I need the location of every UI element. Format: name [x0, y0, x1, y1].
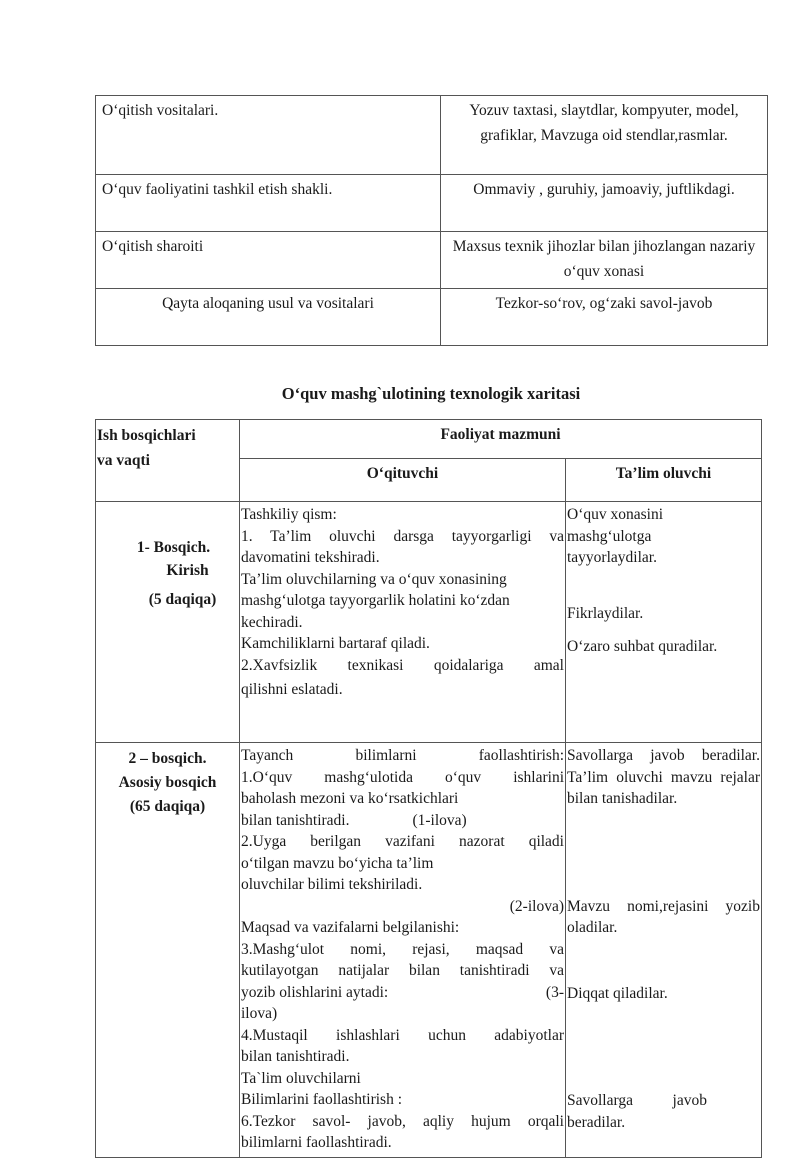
stage-title — [98, 747, 237, 819]
map-title: O‘quv mashg`ulotining texnologik xaritasi — [281, 384, 581, 403]
table-row — [96, 743, 762, 1158]
text-line: baholash mezoni va ko‘rsatkichlari — [241, 790, 459, 807]
stage-header-line: va vaqti — [97, 452, 150, 469]
text-line: 2.Uyga berilgan vazifani nazorat qiladi — [241, 833, 564, 850]
text-line: 3.Mashg‘ulot nomi, rejasi, maqsad va — [241, 940, 564, 958]
info-value: Tezkor-so‘rov, og‘zaki savol-javob — [441, 289, 768, 346]
text-line: 4.Mustaqil ishlashlari uchun adabiyotlar — [241, 1026, 564, 1044]
text-line: davomatini tekshiradi. — [241, 549, 380, 566]
stage-header-line: Ish bosqichlari — [97, 427, 196, 444]
text-line: Savollarga javob beradilar. Ta’lim oluvchi mavzu rejalar bilan tanishadilar. — [567, 747, 760, 807]
text-line: Bilimlarini faollashtirish : — [241, 1091, 403, 1108]
text-line: (2-ilova) — [509, 897, 564, 915]
text-line: Ta`lim oluvchilarni — [241, 1069, 361, 1087]
info-value: Yozuv taxtasi, slaytdlar, kompyuter, model, grafiklar, Mavzuga oid stendlar,rasmlar. — [441, 96, 768, 175]
student-header: Ta’lim oluvchi — [566, 459, 762, 502]
text-line: Maqsad va vazifalarni belgilanishi: — [241, 919, 460, 936]
text-line: ilova) — [241, 1005, 278, 1022]
teacher-header: O‘qituvchi — [240, 459, 566, 502]
text-line: o‘tilgan mavzu bo‘yicha ta’lim — [241, 854, 434, 872]
text-line: bilimlarni faollashtiradi. — [241, 1134, 392, 1151]
stage-header — [96, 420, 240, 502]
text-line: Kamchiliklarni bartaraf qiladi. — [241, 635, 430, 652]
text-line: O‘quv xonasini mashg‘ulotga tayyorlaydilar. — [567, 506, 664, 566]
text-line: Ta’lim oluvchilarning va o‘quv xonasining — [241, 570, 507, 588]
stage-1-cell — [96, 502, 240, 743]
technology-map-table — [95, 419, 762, 1158]
text-line: 2.Xavfsizlik texnikasi qoidalariga amal — [241, 656, 564, 674]
teacher-actions — [240, 743, 566, 1158]
text-line: oluvchilar bilimi tekshiriladi. — [241, 876, 423, 893]
text-line — [241, 810, 564, 832]
stage-time: (5 daqiqa) — [148, 591, 217, 608]
table-row — [96, 289, 768, 346]
text-fragment: yozib olishlarini aytadi: — [241, 983, 389, 1001]
content-header: Faoliyat mazmuni — [240, 420, 762, 459]
info-value: Ommaviy , guruhiy, jamoaviy, juftlikdagi. — [441, 175, 768, 232]
table-row — [96, 502, 762, 743]
teacher-actions — [240, 502, 566, 743]
text-fragment: (1-ilova) — [412, 811, 467, 829]
table-row — [96, 175, 768, 232]
text-line: 1.O‘quv mashg‘ulotida o‘quv ishlarini — [241, 768, 564, 786]
text-line: Mavzu nomi,rejasini yozib oladilar. — [567, 897, 760, 936]
text-line: Tashkiliy qism: — [241, 506, 337, 523]
stage-2-cell — [96, 743, 240, 1158]
text-fragment: bilan tanishtiradi. — [241, 811, 350, 829]
text-line: 6.Tezkor savol- javob, aqliy hujum orqali — [241, 1112, 564, 1130]
table-row — [96, 232, 768, 289]
text-line: Tayanch bilimlarni faollashtirish: — [241, 747, 564, 764]
text-line: Diqqat qiladilar. — [567, 984, 668, 1002]
text-line: 1. Ta’lim oluvchi darsga tayyorgarligi va — [241, 527, 564, 545]
info-label: Qayta aloqaning usul va vositalari — [96, 289, 441, 346]
stage-title-line: 2 – bosqich. — [128, 750, 207, 767]
info-table — [95, 95, 768, 346]
text-line: O‘zaro suhbat quradilar. — [567, 638, 718, 655]
text-line — [241, 982, 564, 1004]
table-row — [96, 96, 768, 175]
text-fragment: (3- — [545, 983, 564, 1001]
info-value: Maxsus texnik jihozlar bilan jihozlangan nazariy o‘quv xonasi — [441, 232, 768, 289]
info-label: O‘quv faoliyatini tashkil etish shakli. — [96, 175, 441, 232]
stage-title — [98, 536, 237, 611]
info-label: O‘qitish sharoiti — [96, 232, 441, 289]
text-line: Fikrlaydilar. — [567, 604, 644, 622]
text-line: mashg‘ulotga tayyorgarlik holatini ko‘zdan — [241, 592, 510, 609]
student-actions — [566, 502, 762, 743]
stage-title-line: Asosiy bosqich — [118, 774, 217, 791]
info-label: O‘qitish vositalari. — [96, 96, 441, 175]
student-actions — [566, 743, 762, 1158]
text-line: bilan tanishtiradi. — [241, 1048, 350, 1065]
stage-title-line: 1- Bosqich. — [136, 539, 211, 556]
text-line: Savollarga javob beradilar. — [567, 1092, 707, 1131]
text-line: qilishni eslatadi. — [241, 681, 343, 698]
table-header-row — [96, 420, 762, 459]
stage-title-line: Kirish — [166, 562, 209, 579]
stage-time: (65 daqiqa) — [129, 798, 206, 815]
text-line: kechiradi. — [241, 613, 303, 631]
text-line: kutilayotgan natijalar bilan tanishtiradi va — [241, 962, 564, 979]
